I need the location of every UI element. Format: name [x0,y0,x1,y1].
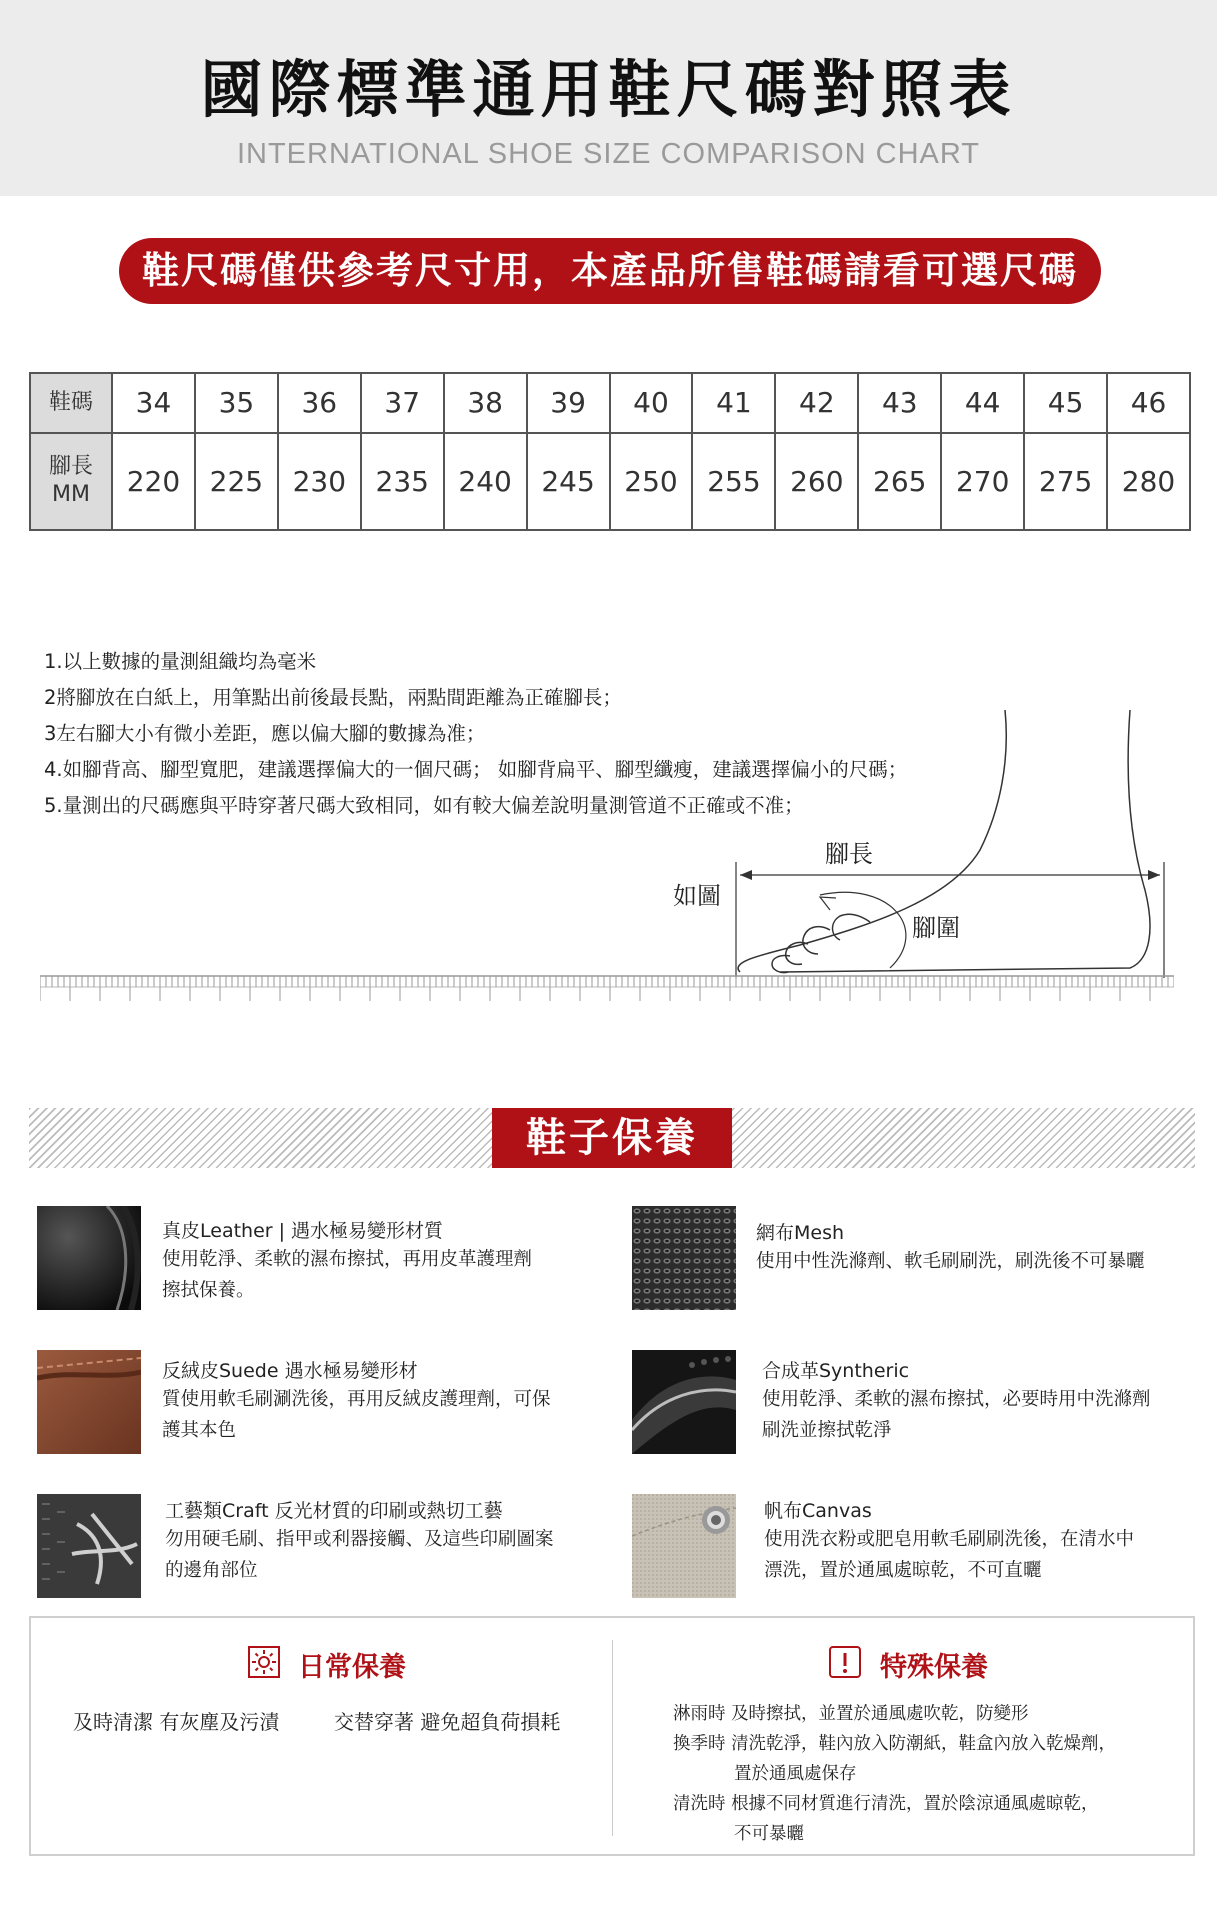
length-cell: 220 [112,433,195,530]
size-cell: 45 [1024,373,1107,433]
size-notice-banner: 鞋尺碼僅供參考尺寸用，本產品所售鞋碼請看可選尺碼 [119,238,1101,304]
special-care-line: 清洗時 根據不同材質進行清洗，置於陰涼通風處晾乾， [673,1794,1099,1814]
desc-line: 使用乾淨、柔軟的濕布擦拭，必要時用中洗滌劑 [762,1389,1151,1410]
length-cell: 250 [610,433,693,530]
size-cell: 35 [195,373,278,433]
length-cell: 230 [278,433,361,530]
leather-desc [162,1244,532,1306]
page-subtitle: INTERNATIONAL SHOE SIZE COMPARISON CHART [236,138,981,170]
length-cell: 265 [858,433,941,530]
desc-line: 勿用硬毛刷、指甲或利器接觸、及這些印刷圖案 [165,1529,554,1550]
length-cell: 255 [692,433,775,530]
desc-line: 漂洗，置於通風處晾乾，不可直曬 [764,1560,1042,1581]
suede-swatch-image [37,1350,141,1454]
length-cell: 275 [1024,433,1107,530]
size-cell: 36 [278,373,361,433]
size-cell: 40 [610,373,693,433]
suede-desc [162,1384,551,1446]
desc-line: 使用洗衣粉或肥皂用軟毛刷刷洗後，在清水中 [764,1529,1135,1550]
size-cell: 46 [1107,373,1190,433]
craft-desc [165,1524,554,1586]
synthetic-desc [762,1384,1151,1446]
page-title: 國際標準通用鞋尺碼對照表 [200,53,1017,126]
desc-line: 使用乾淨、柔軟的濕布擦拭，再用皮革護理劑 [162,1249,533,1270]
mesh-desc [756,1246,1145,1277]
note-line: 5.量測出的尺碼應與平時穿著尺碼大致相同，如有較大偏差說明量測管道不正確或不准； [44,794,804,817]
special-care-line: 不可暴曬 [734,1824,804,1844]
canvas-swatch-image [632,1494,736,1598]
note-line: 1.以上數據的量測組織均為毫米 [44,650,317,673]
note-line: 4.如腳背高、腳型寬肥，建議選擇偏大的一個尺碼； 如腳背扁平、腳型纖瘦，建議選擇偏小的尺碼； [44,758,908,781]
exclamation-icon [829,1646,861,1678]
craft-title: 工藝類Craft 反光材質的印刷或熱切工藝 [165,1500,503,1522]
ruler-graphic [40,975,1174,1003]
suede-title: 反絨皮Suede 遇水極易變形材 [162,1360,418,1382]
size-table [29,372,1191,531]
desc-line: 的邊角部位 [165,1560,258,1581]
figure-label: 如圖 [673,882,721,910]
length-cell: 240 [444,433,527,530]
length-cell: 280 [1107,433,1190,530]
desc-line: 質使用軟毛刷涮洗後，再用反絨皮護理劑，可保 [162,1389,551,1410]
length-cell: 270 [941,433,1024,530]
desc-line: 護其本色 [162,1420,237,1441]
synthetic-title: 合成革Syntheric [762,1360,910,1382]
size-cell: 44 [941,373,1024,433]
size-cell: 43 [858,373,941,433]
length-cell: 225 [195,433,278,530]
size-row-header: 鞋碼 [30,373,112,433]
size-cell: 38 [444,373,527,433]
length-cell: 235 [361,433,444,530]
length-row [30,433,1190,530]
foot-length-label: 腳長 [825,840,873,868]
size-cell: 39 [527,373,610,433]
length-row-header [30,433,112,530]
foot-girth-label: 腳圍 [912,914,960,942]
special-care-line: 置於通風處保存 [734,1764,857,1784]
length-cell: 260 [775,433,858,530]
length-header-label: 腳長 [48,454,93,480]
synthetic-swatch-image [632,1350,736,1454]
length-unit-label: MM [52,482,90,508]
mesh-swatch-image [632,1206,736,1310]
desc-line: 刷洗並擦拭乾淨 [762,1420,892,1441]
special-care-title: 特殊保養 [880,1652,988,1683]
leather-swatch-image [37,1206,141,1310]
desc-line: 使用中性洗滌劑、軟毛刷刷洗，刷洗後不可暴曬 [756,1251,1145,1272]
size-cell: 37 [361,373,444,433]
mesh-title: 網布Mesh [756,1222,845,1244]
daily-care-item: 及時清潔 有灰塵及污漬 [73,1710,280,1734]
size-cell: 34 [112,373,195,433]
foot-diagram [700,700,1180,990]
size-cell: 42 [775,373,858,433]
care-tips-divider [612,1640,613,1836]
length-cell: 245 [527,433,610,530]
craft-swatch-image [37,1494,141,1598]
note-line: 2將腳放在白紙上，用筆點出前後最長點，兩點間距離為正確腳長； [44,686,622,709]
care-section-title: 鞋子保養 [492,1108,732,1168]
canvas-title: 帆布Canvas [764,1500,872,1522]
desc-line: 擦拭保養。 [162,1280,255,1301]
daily-care-item: 交替穿著 避免超負荷損耗 [334,1710,561,1734]
leather-title: 真皮Leather | 遇水極易變形材質 [162,1220,444,1242]
size-row [30,373,1190,433]
canvas-desc [764,1524,1134,1586]
size-cell: 41 [692,373,775,433]
special-care-line: 換季時 清洗乾淨，鞋內放入防潮紙，鞋盒內放入乾燥劑， [673,1734,1117,1754]
sun-icon [248,1646,280,1678]
daily-care-title: 日常保養 [298,1652,406,1683]
special-care-line: 淋雨時 及時擦拭，並置於通風處吹乾，防變形 [673,1704,1029,1724]
note-line: 3左右腳大小有微小差距，應以偏大腳的數據為准； [44,722,486,745]
